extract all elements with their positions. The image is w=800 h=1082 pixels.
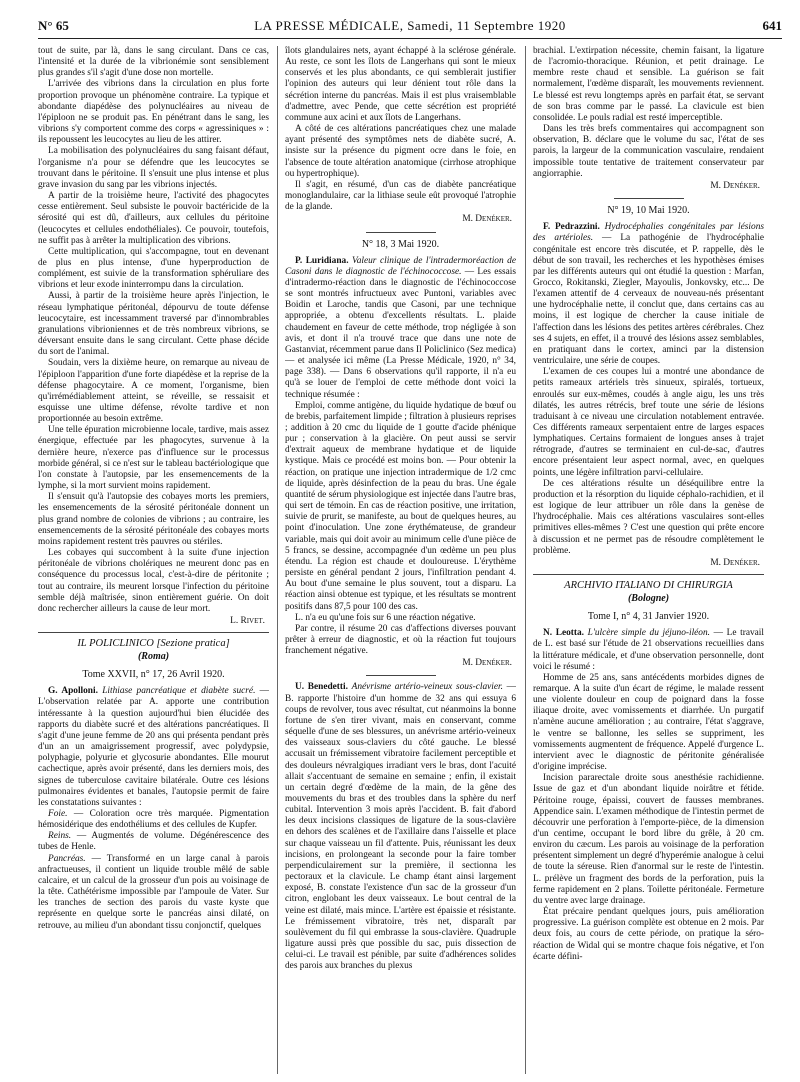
article-author: N. Leotta.: [543, 628, 585, 639]
article-title: L'ulcère simple du jéjuno-iléon.: [587, 628, 710, 639]
column-right: [533, 46, 764, 1076]
article-title: Lithiase pancréatique et diabète sucré.: [102, 686, 256, 697]
column-left: [38, 46, 269, 1076]
article-author: G. Apolloni.: [48, 686, 98, 697]
paragraph: — Les essais d'intradermo-réaction dans le diagnostic de l'échinococcose se sont montrés infructueux avec Puntoni, variables avec Boidin et Laroche, tandis que Casoni, par une technique appropriée, a obtenu d'excellents résultats. L. plaide chaudement en faveur de cette méthode, trop négligée à son avis, et dont il n'a trouvé trace que dans une note de Gastanviat, récemment parue dans Il Policlinico (Sez medica) — et analysée ici même (La Presse Médicale, 1920, n° 34, page 338). — Dans 6 observations qu'il rapporte, il n'a eu qu'à se louer de l'emploi de cette méthode dont voici la technique résumée :: [285, 266, 516, 400]
page-header: [38, 16, 782, 39]
paragraph: Soudain, vers la dixième heure, on remarque au niveau de l'épiploon l'apparition d'une forte diapédèse et la reprise de la défense phagocytaire. A ce moment, l'organisme, bien qu'irrémédiablement atteint, se réveille, se ressaisit et esquisse une ultime défense, révolte tardive et non proportionnée au besoin extrême.: [38, 358, 269, 425]
journal-section-title: IL POLICLINICO [Sezione pratica]: [77, 638, 230, 650]
paragraph: Il s'ensuit qu'à l'autopsie des cobayes morts les premiers, les ensemencements de la sérosité péritonéale donnent un plus grand nombre de colonies de vibrions ; au contraire, les ensemencements de la sérosité péritonéale des cobayes morts moins rapidement restent très pauvres ou stériles.: [38, 492, 269, 547]
article-title: Anévrisme artério-veineux sous-clavier.: [351, 682, 503, 693]
paragraph: — Le travail de L. est basé sur l'étude de 21 observations recueillies dans la littérature médicale, et d'une observation personnelle, dont voici le résumé :: [533, 628, 764, 672]
paragraph: Homme de 25 ans, sans antécédents morbides dignes de remarque. A la suite d'un écart de régime, le malade ressent une violente douleur en coup de poignard dans la fosse iliaque droite, avec vomissements et diarrhée. Un purgatif n'amène aucune amélioration ; au contraire, l'état s'aggrave, le ventre se ballonne, les selles se suppriment, les vomissements augmentent de fréquence. Appelé d'urgence L. intervient avec le diagnostic de péritonite généralisée d'origine imprécise.: [533, 672, 764, 773]
paragraph: îlots glandulaires nets, ayant échappé à la sclérose générale. Au reste, ce sont les îlots de Langerhans qui sont le mieux conservés et les plus abondants, ce qui semblerait justifier l'opinion des auteurs qui leur dénient tout rôle dans la sécrétion interne du pancréas. Mais il est plus vraisemblable d'admettre, avec Pende, que cette sécrétion est propriété commune aux acini et aux îlots de Langerhans.: [285, 46, 516, 123]
paragraph: L. n'a eu qu'une fois sur 6 une réaction négative.: [295, 612, 476, 623]
journal-section-city: (Bologne): [627, 593, 670, 605]
paragraph: État précaire pendant quelques jours, puis amélioration progressive. La guérison complète est obtenue en 2 mois. Par deux fois, au cours de cette période, on pratique la séro-réaction de Widal qui se montre chaque fois négative, et l'on écarte défini-: [533, 907, 764, 962]
article-title: Hydrocéphalies congénitales par lésions des artérioles.: [533, 222, 764, 244]
signature: M. Denéker.: [462, 214, 512, 225]
paragraph: Aussi, à partir de la troisième heure après l'injection, le réseau lymphatique péritonéal, dépourvu de toute défense leucocytaire, est incessamment traversé par d'innombrables granulations vibrioniennes et de très nombreux vibrions, se déversant ensuite dans le sang circulant. Cette phase décide du sort de l'animal.: [38, 291, 269, 358]
article-title: Valeur clinique de l'intradermoréaction de Casoni dans le diagnostic de l'échinococcose.: [285, 255, 516, 277]
item-label: Pancréas.: [48, 853, 86, 864]
journal-section-title: ARCHIVIO ITALIANO DI CHIRURGIA: [564, 580, 733, 592]
paragraph: A côté de ces altérations pancréatiques chez une malade ayant présenté des symptômes nets de diabète sucré, A. insiste sur la présence du pigment ocre dans le foie, en l'absence de toute altération anatomique (cirrhose atrophique ou hypertrophique).: [285, 124, 516, 179]
signature: M. Denéker.: [710, 557, 760, 568]
paragraph: Incision pararectale droite sous anesthésie rachidienne. Issue de gaz et d'un abondant liquide noirâtre et fétide. Péritoine rouge, épaissi, couvert de fausses membranes. Appendice sain. L'examen méthodique de l'intestin permet de découvrir une perforation à l'emporte-pièce, de la dimension d'un centime, occupant le bord libre du grêle, à 20 cm. environ du cæcum. Les parois au voisinage de la perforation présentent simplement un degré d'hyperémie analogue à celui de toute la séreuse. Rien d'anormal sur le reste de l'intestin. L. prélève un fragment des bords de la perforation, puis la ferme rapidement en 2 plans. Toilette péritonéale. Fermeture du ventre avec large drainage.: [533, 773, 764, 906]
article-author: F. Pedrazzini.: [543, 222, 600, 233]
signature: L. Rivet.: [230, 615, 265, 626]
signature: M. Denéker.: [462, 658, 512, 669]
item-label: Foie.: [48, 809, 68, 819]
paragraph: — B. rapporte l'histoire d'un homme de 32 ans qui essuya 6 coups de revolver, tous avec résultat, cut néanmoins la bonne fortune de s'en tirer vivant, mais en conservant, comme séquelle d'une de ses blessures, un anévrisme artério-veineux des vaisseaux sous-claviers du côté gauche. Le blessé accusait un frémissement vibratoire facilement perceptible et des douleurs névralgiques irradiant vers le bras, dont l'acuité allait s'accentuant de semaine en semaine ; enfin, il existait un certain degré d'œdème de la main, de la gêne des mouvements du bras et des troubles dans la sphère du nerf cubital. Intervention 3 mois après l'accident. B. fait d'abord les deux incisions classiques de ligature de la sous-clavière en dehors des scalènes et de l'axillaire dans l'aisselle et place sur chaque vaisseau un fil d'attente. Puis, réunissant les deux incisions, en prolongeant la seconde pour la faire tomber perpendiculairement sur la première, il sectionna les pectoraux et la clavicule. Le champ étant ainsi largement exposé, B. constate l'existence d'un sac de la grosseur d'un citron, englobant les deux vaisseaux. Le bout central de la veine est dilaté, mais mince. L'artère est épaissie et résistante. Le frémissement vibratoire, très net, disparaît par soulèvement du fil qui embrasse la sous-clavière. Quadruple ligature aussi près que possible du sac, puis dissection de celui-ci. Le travail est pénible, par suite d'adhérences solides des parois aux branches du plexus: [285, 682, 516, 972]
paragraph: Dans les très brefs commentaires qui accompagnent son observation, B. déclare que le volume du sac, l'état de ses parois, la largeur de la communication vasculaire, rendaient impossible toute tentative de traitement conservateur par angiorraphie.: [533, 124, 764, 179]
journal-section-city: (Roma): [137, 651, 170, 663]
paragraph: La mobilisation des polynucléaires du sang faisant défaut, l'organisme n'a pour se défendre que les leucocytes se trouvant dans le péritoine. Il s'ensuit une plus intense et plus grave invasion du sang par les vibrions injectés.: [38, 146, 269, 190]
section-rule: [38, 632, 269, 633]
issue-line: N° 19, 10 Mai 1920.: [607, 205, 690, 217]
separator-rule: [614, 198, 684, 199]
issue-number: N° 65: [38, 18, 69, 33]
paragraph: A partir de la troisième heure, l'activité des phagocytes cesse entièrement. Seul subsiste le pouvoir bactéricide de la sérosité qui est dû, d'ailleurs, aux cellules du péritoine (leucocytes et cellules endothéliales). Ce pouvoir, toutefois, ne suffit pas à arrêter la multiplication des vibrions.: [38, 191, 269, 246]
article-author: U. Benedetti.: [295, 682, 348, 693]
paragraph: brachial. L'extirpation nécessite, chemin faisant, la ligature de l'acromio-thoracique. Réunion, et petit drainage. Le membre reste chaud et sensible. La guérison se fait normalement, l'œdème disparaît, les mouvements reviennent. Le blessé est revu longtemps après en parfait état, se servant de son bras comme par le passé. La clavicule est bien consolidée. Le pouls radial est resté imperceptible.: [533, 46, 764, 123]
article-author: P. Luridiana.: [295, 255, 349, 266]
paragraph: Par contre, il résume 20 cas d'affections diverses pouvant prêter à erreur de diagnostic, et où la réaction fut toujours franchement négative.: [285, 623, 516, 657]
paragraph: De ces altérations résulte un déséquilibre entre la production et la résorption du liquide céphalo-rachidien, et il est logique de leur attribuer un rôle dans la genèse de l'hydrocéphalie. Mais ces altérations vasculaires sont-elles primitives elles-mêmes ? C'est une question qui prête encore à discussion et ne permet pas de résoudre complètement le problème.: [533, 478, 764, 556]
paragraph: Il s'agit, en résumé, d'un cas de diabète pancréatique monoglandulaire, car la lithiase seule eût provoqué l'atrophie de la glande.: [285, 179, 516, 213]
paragraph: — Augmentés de volume. Dégénérescence des tubes de Henle.: [38, 831, 269, 853]
paragraph: — Transformé en un large canal à parois anfractueuses, il contient un liquide trouble mêlé de sable calcaire, et un calcul de la grosseur d'un pois au voisinage de la tête. Cathétérisme impossible par l'ampoule de Vater. Sur les tranches de section des parois du vaste kyste que représente en quelque sorte le pancréas ainsi dilaté, on retrouve, au milieu d'un abondant tissu conjonctif, quelques: [38, 853, 269, 931]
issue-line: Tome I, n° 4, 31 Janvier 1920.: [587, 611, 710, 623]
paragraph: Emploi, comme antigène, du liquide hydatique de bœuf ou de brebis, parfaitement limpide ; filtration à plusieurs reprises ; addition à 20 cmc du liquide de 1 goutte d'acide phénique pur ; conservation à la glacière. On peut aussi se servir d'extrait aqueux de membrane hydatique et de liquide kystique. Mais ce procédé est moins bon. — Pour obtenir la réaction, on pratique une injection intradermique de 1/2 cmc de liquide, après désinfection de la peau du bras. Une égale quantité de sérum physiologique est injectée dans l'autre bras, qui sert de témoin. En cas de réaction positive, une irritation, suivie de prurit, se manifeste, au bout de quelques heures, au point d'inoculation. Une zone érythémateuse, de grandeur variable, mais qui doit avoir au minimum celle d'une pièce de 5 francs, se dessine, accompagnée d'un œdème un peu plus étendu. La région est chaude et douloureuse. L'érythème persiste en général pendant 2 jours, l'infiltration pendant 4. Au bout d'une semaine le plus souvent, tout a disparu. La réaction ainsi obtenue est typique, et les résultats se montrent positifs dans 87,5 pour 100 des cas.: [285, 400, 516, 612]
journal-title: LA PRESSE MÉDICALE, Samedi, 11 Septembre 1920: [254, 18, 566, 33]
paragraph: L'examen de ces coupes lui a montré une abondance de petits rameaux artériels très sinueux, spiralés, tortueux, enroulés sur eux-mêmes, coudés à angle aigu, les uns très dilatés, les autres rétrécis, bref toute une série de lésions traduisant à ce niveau une circulation notablement entravée. Ces différents rameaux serpentaient entre de larges espaces lymphatiques. Certains formaient de longues anses à trajet rétrograde, d'autres se terminaient en cul-de-sac, d'autres encore présentaient leur aspect normal, avec, en quelques points, une légère infiltration parvi-cellulaire.: [533, 367, 764, 478]
separator-rule: [366, 675, 436, 676]
column-middle: [285, 46, 516, 1076]
paragraph: Cette multiplication, qui s'accompagne, tout en devenant de plus en plus intense, d'une hyperproduction de complément, est suivie de la transformation sphéruliare des vibrions et leur exode ininterrompu dans la circulation.: [38, 246, 269, 291]
section-rule: [533, 574, 764, 575]
column-divider: [277, 46, 278, 1074]
separator-rule: [366, 232, 436, 233]
paragraph: — L'observation relatée par A. apporte une contribution intéressante à la question aujourd'hui bien élucidée des rapports du diabète sucré et des altérations pancréatiques. Il s'agit d'une jeune femme de 20 ans qui présenta pendant près d'un an un amaigrissement progressif, avec polydypsie, polyphagie, polyurie et glycosurie abondantes. Elle mourut cachectique, après avoir présenté, dans les derniers mois, des signes de tuberculose cavitaire bilatérale. Outre ces lésions pulmonaires évidentes et banales, l'autopsie permit de faire les constatations suivantes :: [38, 686, 269, 808]
signature: M. Denéker.: [710, 180, 760, 191]
paragraph: Les cobayes qui succombent à la suite d'une injection péritonéale de vibrions cholériques ne meurent donc pas en conséquence du processus local, c'est-à-dire de péritonite ; tout au contraire, ils meurent lorsque l'infection du péritoine semble déjà maîtrisée, sinon entièrement guérie. On doit donc rechercher ailleurs la cause de leur mort.: [38, 548, 269, 614]
column-divider: [525, 46, 526, 1074]
paragraph: L'arrivée des vibrions dans la circulation en plus forte proportion provoque un phénomène contraire. La typique et abondante diapédèse des polynucléaires au niveau de l'épiploon ne se produit pas. En pénétrant dans le sang, les vibrions s'y comportent comme des corps « agressiniques » : ils repoussent les leucocytes au lieu de les attirer.: [38, 79, 269, 146]
paragraph: — La pathogénie de l'hydrocéphalie congénitale est encore très discutée, et P. rappelle, dès le début de son travail, les recherches et les hypothèses émises par les différents auteurs qui ont étudié la question : Marfan, Grocco, Rokitanski, Ziegler, Mayoulis, Jonkovsky, etc... De l'examen attentif de 4 cerveaux de nouveau-nés présentant une hydrocéphalie nette, il conclut que, dans certains cas au moins, il est logique de chercher la cause initiale de l'affection dans les lésions des petites artères cérébrales. Chez ses 4 sujets, en effet, il a trouvé des lésions assez semblables, en pratiquant dans le cortex, aminci par la distension ventriculaire, une série de coupes.: [533, 233, 764, 367]
item-label: Reins.: [48, 831, 72, 842]
paragraph: Une telle épuration microbienne locale, tardive, mais assez énergique, effectuée par les phagocytes, survenue à la dernière heure, n'exerce pas d'influence sur le processus morbide général, si ce n'est sur le tableau bactériologique que l'on constate à l'autopsie, par les ensemencements de la lymphe, si la mort survient moins rapidement.: [38, 425, 269, 492]
paragraph: tout de suite, par là, dans le sang circulant. Dans ce cas, l'intensité et la durée de la vibrionémie sont sensiblement plus grandes s'il s'agit d'une dose non mortelle.: [38, 46, 269, 79]
issue-line: Tome XXVII, n° 17, 26 Avril 1920.: [82, 669, 225, 681]
issue-line: N° 18, 3 Mai 1920.: [361, 238, 440, 250]
page-number: 641: [762, 18, 782, 33]
paragraph: — Coloration ocre très marquée. Pigmentation hémosidérique des endothéliums et des cellules de Kupfer.: [38, 809, 269, 831]
